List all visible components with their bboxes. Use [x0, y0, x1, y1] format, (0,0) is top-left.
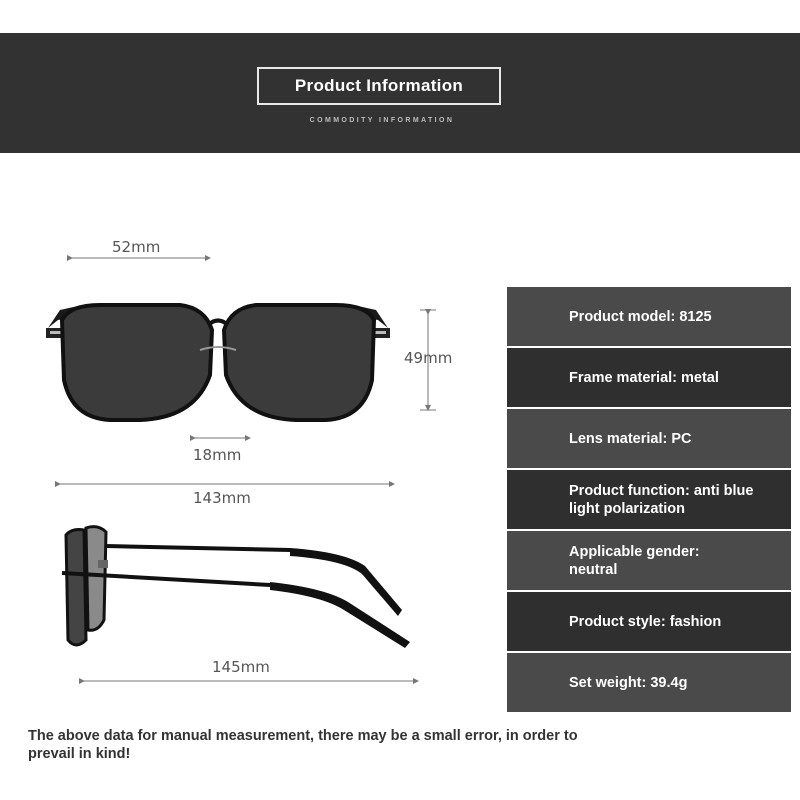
spec-product-style: Product style: fashion: [507, 592, 791, 651]
spec-panel: [507, 287, 791, 714]
page-subtitle: COMMODITY INFORMATION: [309, 117, 455, 124]
frame-width-label: 143mm: [193, 489, 251, 507]
lens-height-label: 49mm: [404, 349, 453, 367]
spec-lens-material: Lens material: PC: [507, 409, 791, 468]
bridge-width-label: 18mm: [193, 446, 242, 464]
spec-frame-material: Frame material: metal: [507, 348, 791, 407]
left-lens: [62, 305, 212, 420]
lens-width-label: 52mm: [112, 238, 161, 256]
spec-product-model: Product model: 8125: [507, 287, 791, 346]
front-view-glasses: [46, 305, 390, 420]
spec-applicable-gender: Applicable gender: neutral: [507, 531, 791, 590]
measurement-disclaimer: The above data for manual measurement, there may be a small error, in order to prevail in kind!: [28, 728, 578, 762]
right-lens: [224, 305, 374, 420]
spec-product-function: Product function: anti blue light polarization: [507, 470, 791, 529]
spec-set-weight: Set weight: 39.4g: [507, 653, 791, 712]
temple-length-label: 145mm: [212, 658, 270, 676]
side-view-glasses: [62, 527, 410, 648]
page-title: Product Information: [257, 67, 501, 105]
